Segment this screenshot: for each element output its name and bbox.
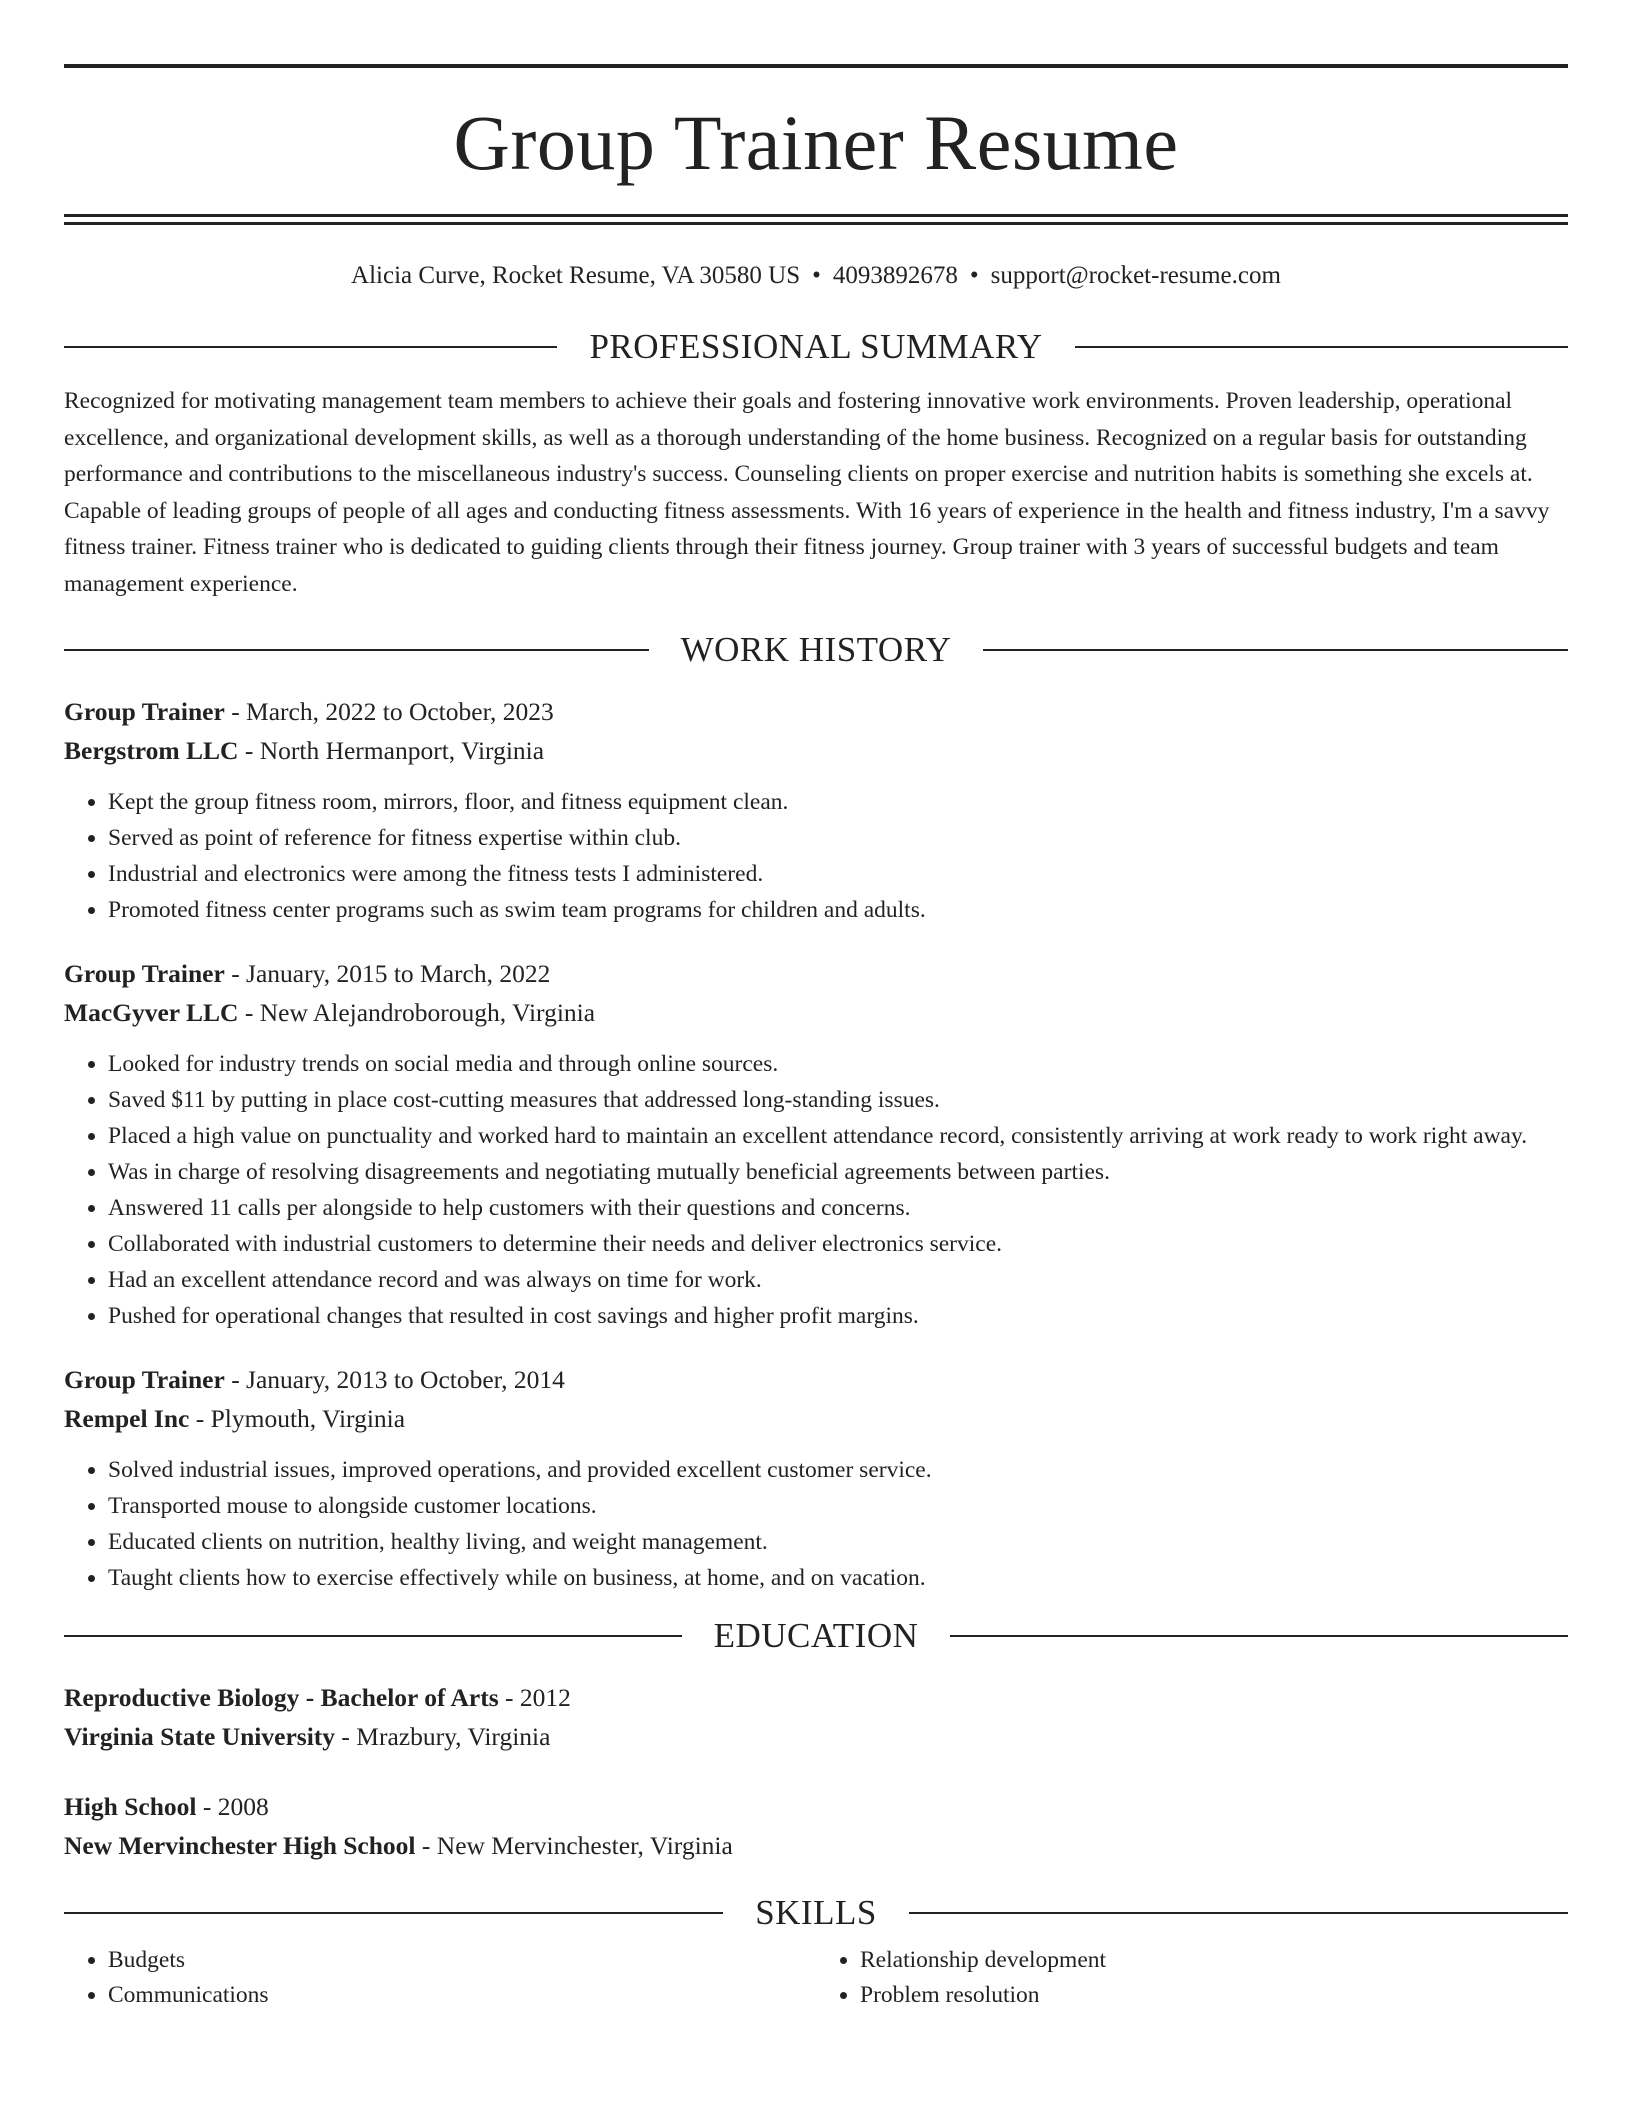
job-bullets [64,1452,1568,1596]
job-dates: - January, 2013 to October, 2014 [224,1365,565,1394]
job-company: Bergstrom LLC [64,736,239,765]
list-item: • Educated clients on nutrition, healthy living, and weight management. [108,1524,1568,1560]
section-rule [950,1635,1568,1637]
contact-address: Alicia Curve, Rocket Resume, VA 30580 US [351,262,801,289]
job-company-line [64,1399,1568,1438]
contact-phone: 4093892678 [832,262,958,289]
list-item: • Budgets [108,1943,816,1978]
resume-page [64,64,1568,2013]
education-entry [64,1787,1568,1865]
education-degree-line [64,1787,1568,1826]
list-item: • Promoted fitness center programs such as swim team programs for children and adults. [108,892,1568,928]
list-item: • Served as point of reference for fitness expertise within club. [108,820,1568,856]
job-dates: - March, 2022 to October, 2023 [224,697,554,726]
title-double-rule [64,214,1568,225]
education-degree: Reproductive Biology - Bachelor of Arts [64,1683,499,1712]
section-rule [64,649,649,651]
job-title: Group Trainer [64,959,225,988]
education-school: Virginia State University [64,1722,336,1751]
skills-column-left [64,1943,816,2013]
job-company: Rempel Inc [64,1404,190,1433]
section-title: EDUCATION [713,1616,919,1655]
job-company-line [64,731,1568,770]
section-header-summary [64,327,1568,367]
list-item: • Kept the group fitness room, mirrors, floor, and fitness equipment clean. [108,784,1568,820]
list-item: • Transported mouse to alongside customer locations. [108,1488,1568,1524]
job-company: MacGyver LLC [64,998,239,1027]
list-item: • Communications [108,1978,816,2013]
contact-separator: • [812,262,821,289]
job-entry [64,692,1568,928]
job-bullets [64,1046,1568,1334]
contact-line [64,261,1568,291]
job-entry [64,954,1568,1334]
job-location: - North Hermanport, Virginia [238,736,545,765]
education-year: - 2008 [196,1792,269,1821]
job-dates: - January, 2015 to March, 2022 [224,959,551,988]
section-rule [909,1912,1568,1914]
section-header-skills [64,1893,1568,1933]
job-title-line [64,1360,1568,1399]
job-title-line [64,692,1568,731]
list-item: • Solved industrial issues, improved operations, and provided excellent customer service. [108,1452,1568,1488]
section-header-work [64,630,1568,670]
list-item: • Was in charge of resolving disagreements and negotiating mutually beneficial agreements between parties. [108,1154,1568,1190]
section-rule [64,1912,723,1914]
job-title: Group Trainer [64,697,225,726]
job-title-line [64,954,1568,993]
education-location: - Mrazbury, Virginia [335,1722,551,1751]
list-item: • Problem resolution [860,1978,1568,2013]
education-school: New Mervinchester High School [64,1831,416,1860]
education-degree: High School [64,1792,197,1821]
job-entry [64,1360,1568,1596]
list-item: • Industrial and electronics were among the fitness tests I administered. [108,856,1568,892]
education-year: - 2012 [498,1683,571,1712]
job-location: - Plymouth, Virginia [189,1404,406,1433]
list-item: • Relationship development [860,1943,1568,1978]
list-item: • Pushed for operational changes that resulted in cost savings and higher profit margins. [108,1298,1568,1334]
list-item: • Looked for industry trends on social media and through online sources. [108,1046,1568,1082]
list-item: • Collaborated with industrial customers to determine their needs and deliver electronics service. [108,1226,1568,1262]
top-rule [64,64,1568,68]
job-company-line [64,993,1568,1032]
education-location: - New Mervinchester, Virginia [415,1831,733,1860]
education-school-line [64,1826,1568,1865]
section-rule [64,346,557,348]
job-bullets [64,784,1568,928]
section-title: WORK HISTORY [680,630,952,669]
section-title: SKILLS [755,1893,877,1932]
skills-list [64,1943,1568,2013]
skills-column-right [816,1943,1568,2013]
contact-email: support@rocket-resume.com [990,262,1281,289]
section-rule [1075,346,1568,348]
job-title: Group Trainer [64,1365,225,1394]
education-school-line [64,1717,1568,1756]
section-rule [64,1635,682,1637]
education-degree-line [64,1678,1568,1717]
section-rule [983,649,1568,651]
list-item: • Had an excellent attendance record and was always on time for work. [108,1262,1568,1298]
section-header-education [64,1616,1568,1656]
section-title: PROFESSIONAL SUMMARY [589,327,1043,366]
list-item: • Answered 11 calls per alongside to help customers with their questions and concerns. [108,1190,1568,1226]
contact-separator: • [969,262,979,289]
education-entry [64,1678,1568,1756]
page-title: Group Trainer Resume [453,99,1179,186]
list-item: • Taught clients how to exercise effectively while on business, at home, and on vacation. [108,1560,1568,1596]
job-location: - New Alejandroborough, Virginia [238,998,596,1027]
list-item: • Saved $11 by putting in place cost-cutting measures that addressed long-standing issues. [108,1082,1568,1118]
summary-paragraph: Recognized for motivating management team members to achieve their goals and fostering innovative work environments. Proven leadership, operational excellence, and organizational development skills, as well as a thorough understanding of the home business. Recognized on a regular basis for outstanding performance and contributions to the miscellaneous industry's success. Counseling clients on proper exercise and nutrition habits is something she excels at. Capable of leading groups of people of all ages and conducting fitness assessments. With 16 years of experience in the health and fitness industry, I'm a savvy fitness trainer. Fitness trainer who is dedicated to guiding clients through their fitness journey. Group trainer with 3 years of successful budgets and team management experience. [64,388,1550,597]
list-item: • Placed a high value on punctuality and worked hard to maintain an excellent attendance record, consistently arriving at work ready to work right away. [108,1118,1568,1154]
